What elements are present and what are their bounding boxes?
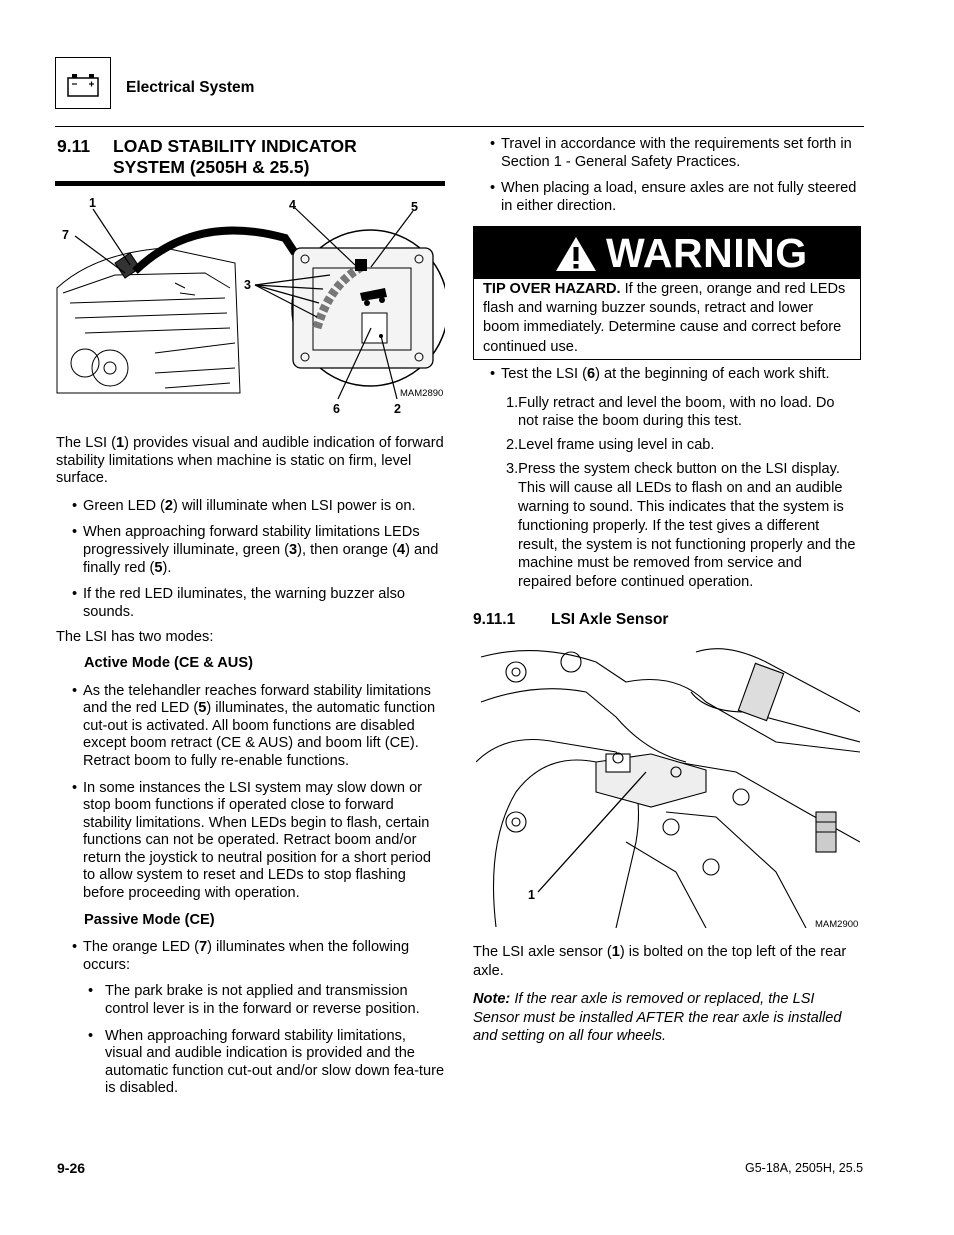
step-1: 1.Fully retract and level the boom, with no load. Do not raise the boom during this test. [506,394,835,430]
warning-box [473,226,861,360]
warning-title: WARNING [606,230,808,276]
axle-callout-1: 1 [528,888,535,902]
callout-6: 6 [333,402,340,416]
callout-5: 5 [411,200,418,214]
axle-sensor-illustration [476,642,860,928]
intro-paragraph: The LSI (1) provides visual and audible indication of forward stability limitations when machine is static on firm, level surface. [56,435,444,487]
right-bottom-text [473,943,863,1046]
section-title-line1: LOAD STABILITY INDICATOR [113,136,357,156]
axle-sensor-paragraph: The LSI axle sensor (1) is bolted on the top left of the rear axle. [473,944,847,979]
list-item: • Test the LSI (6) at the beginning of each work shift. [490,366,862,384]
section-icon-box [55,57,111,109]
section-number: 9.11 [57,136,91,156]
list-item: • Travel in accordance with the requirements set forth in Section 1 - General Safety Practices. [490,136,862,171]
figure-id: MAM2890 [400,388,444,399]
list-item: • When approaching forward stability limitations LEDs progressively illuminate, green (3), then orange (4) and finally red (5). [72,524,446,577]
list-item: • As the telehandler reaches forward stability limitations and the red LED (5) illuminates, the automatic function cut-out is activated. All boom functions are disabled except boom retract (CE & AUS) and boom lift (CE). Retract boom to fully re-enable functions. [72,683,446,771]
right-top-bullets [490,136,862,215]
list-item: • Green LED (2) will illuminate when LSI power is on. [72,498,446,516]
callout-3: 3 [244,278,251,292]
lsi-figure [55,193,445,418]
header-rule [55,126,864,127]
step-3: 3.Press the system check button on the LSI display. This will cause all LEDs to flash on and an audible warning to sound. This indicates that the system is functioning properly. If the test gives a different result, the system is not functioning properly and the machine must be removed from service and repaired before continued operation. [506,461,856,591]
header-section-title: Electrical System [126,79,255,96]
subsection-title: LSI Axle Sensor [551,611,669,628]
note-paragraph: Note: If the rear axle is removed or replaced, the LSI Sensor must be installed AFTER the rear axle is installed and setting on all four wheels. [473,991,842,1045]
lsi-illustration [55,193,445,418]
callout-1: 1 [89,196,96,210]
subsection-number: 9.11.1 [473,611,516,628]
list-item: • The orange LED (7) illuminates when the following occurs: [72,939,446,974]
list-item: • When placing a load, ensure axles are not fully steered in either direction. [490,180,862,215]
axle-sensor-figure [476,642,860,928]
callout-4: 4 [289,198,296,212]
figure-2-id: MAM2900 [815,919,859,930]
passive-mode-title: Passive Mode (CE) [84,911,215,928]
warning-header [474,227,860,279]
active-mode-title: Active Mode (CE & AUS) [84,654,253,671]
list-item: • If the red LED iluminates, the warning buzzer also sounds. [72,586,446,621]
step-2: 2.Level frame using level in cab. [506,436,715,453]
modes-line: The LSI has two modes: [56,629,214,646]
callout-7: 7 [62,228,69,242]
warning-triangle-icon [554,235,598,273]
sub-list-item: • When approaching forward stability limitations, visual and audible indication is provided and the automatic function cut-out and/or slow down fea-ture is disabled. [72,1028,446,1098]
section-title-line2: SYSTEM (2505H & 25.5) [113,157,310,177]
battery-icon [56,58,110,108]
right-test-section [490,366,862,592]
model-reference: G5-18A, 2505H, 25.5 [745,1161,864,1175]
callout-2: 2 [394,402,401,416]
section-rule [55,181,445,186]
page-number: 9-26 [57,1160,86,1176]
left-column [56,435,446,1098]
list-item: • In some instances the LSI system may slow down or stop boom functions if operated close to forward stability limitations. When LEDs begin to flash, certain functions can not be operated. Retract boom and/or return the joystick to neutral position for a short period to allow system to reset and LEDs to stop flashing before proceeding with operation. [72,780,446,903]
warning-text: TIP OVER HAZARD. If the green, orange and red LEDs flash and warning buzzer sounds, retract and lower boom immediately. Determine cause and correct before continued use. [483,281,846,355]
sub-list-item: • The park brake is not applied and transmission control lever is in the forward or reverse position. [72,983,446,1018]
